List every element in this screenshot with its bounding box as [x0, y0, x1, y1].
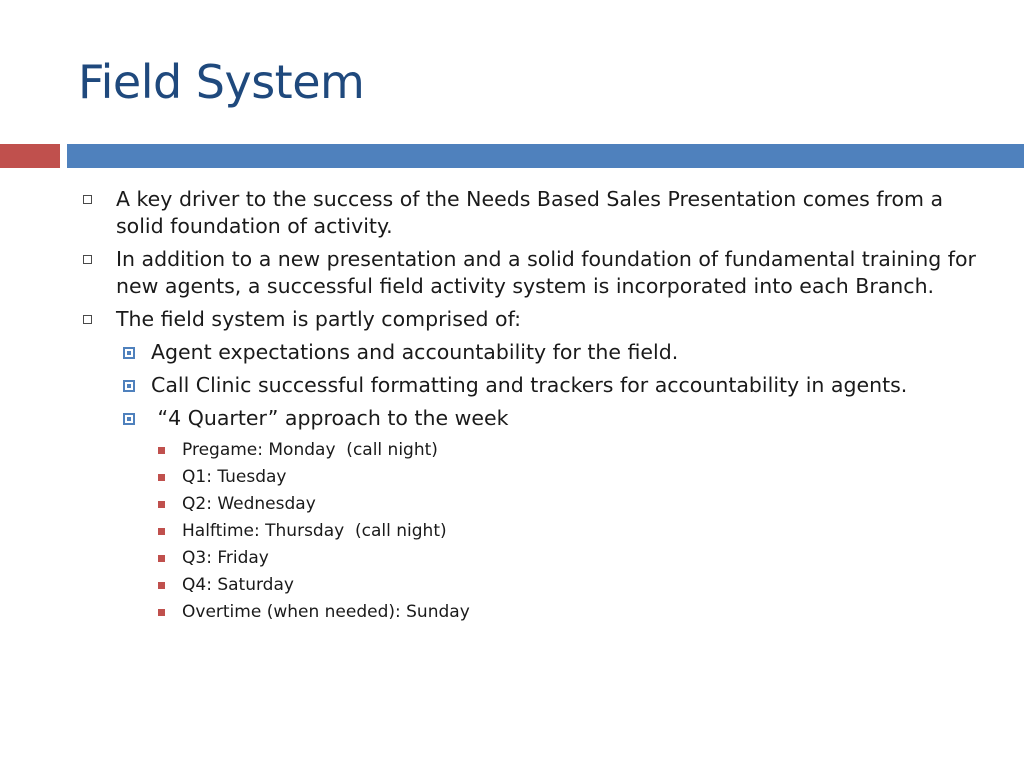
filled-square-bullet-icon	[158, 555, 165, 562]
framed-square-bullet-icon	[123, 380, 135, 392]
schedule-text: Q1: Tuesday	[182, 467, 287, 487]
schedule-text: Pregame: Monday (call night)	[182, 440, 438, 460]
filled-square-bullet-icon	[158, 582, 165, 589]
slide-content	[80, 180, 980, 627]
schedule-item	[80, 465, 980, 489]
accent-bar-blue	[67, 144, 1024, 168]
framed-square-bullet-icon	[123, 347, 135, 359]
schedule-text: Halftime: Thursday (call night)	[182, 521, 447, 541]
schedule-text: Q2: Wednesday	[182, 494, 316, 514]
schedule-item	[80, 438, 980, 462]
filled-square-bullet-icon	[158, 474, 165, 481]
slide-title: Field System	[78, 55, 365, 109]
bullet-item	[80, 186, 980, 240]
bullet-item	[80, 306, 980, 333]
sub-bullet-item	[80, 339, 980, 366]
bullet-text: A key driver to the success of the Needs Based Sales Presentation comes from a solid foundation of activity.	[116, 187, 944, 238]
filled-square-bullet-icon	[158, 447, 165, 454]
schedule-item	[80, 492, 980, 516]
hollow-square-bullet-icon	[83, 255, 92, 264]
schedule-text: Q4: Saturday	[182, 575, 294, 595]
schedule-text: Q3: Friday	[182, 548, 269, 568]
filled-square-bullet-icon	[158, 501, 165, 508]
sub-bullet-item	[80, 405, 980, 432]
framed-square-bullet-icon	[123, 413, 135, 425]
filled-square-bullet-icon	[158, 528, 165, 535]
sub-bullet-text: Agent expectations and accountability for the field.	[151, 340, 679, 364]
accent-bar-red	[0, 144, 60, 168]
hollow-square-bullet-icon	[83, 195, 92, 204]
bullet-text: The field system is partly comprised of:	[116, 307, 521, 331]
hollow-square-bullet-icon	[83, 315, 92, 324]
schedule-item	[80, 600, 980, 624]
schedule-item	[80, 546, 980, 570]
schedule-item	[80, 519, 980, 543]
filled-square-bullet-icon	[158, 609, 165, 616]
schedule-text: Overtime (when needed): Sunday	[182, 602, 470, 622]
sub-bullet-item	[80, 372, 980, 399]
sub-bullet-text: Call Clinic successful formatting and trackers for accountability in agents.	[151, 373, 908, 397]
bullet-item	[80, 246, 980, 300]
bullet-text: In addition to a new presentation and a solid foundation of fundamental training for new agents, a successful field activity system is incorporated into each Branch.	[116, 247, 976, 298]
schedule-item	[80, 573, 980, 597]
sub-bullet-text: “4 Quarter” approach to the week	[151, 406, 509, 430]
